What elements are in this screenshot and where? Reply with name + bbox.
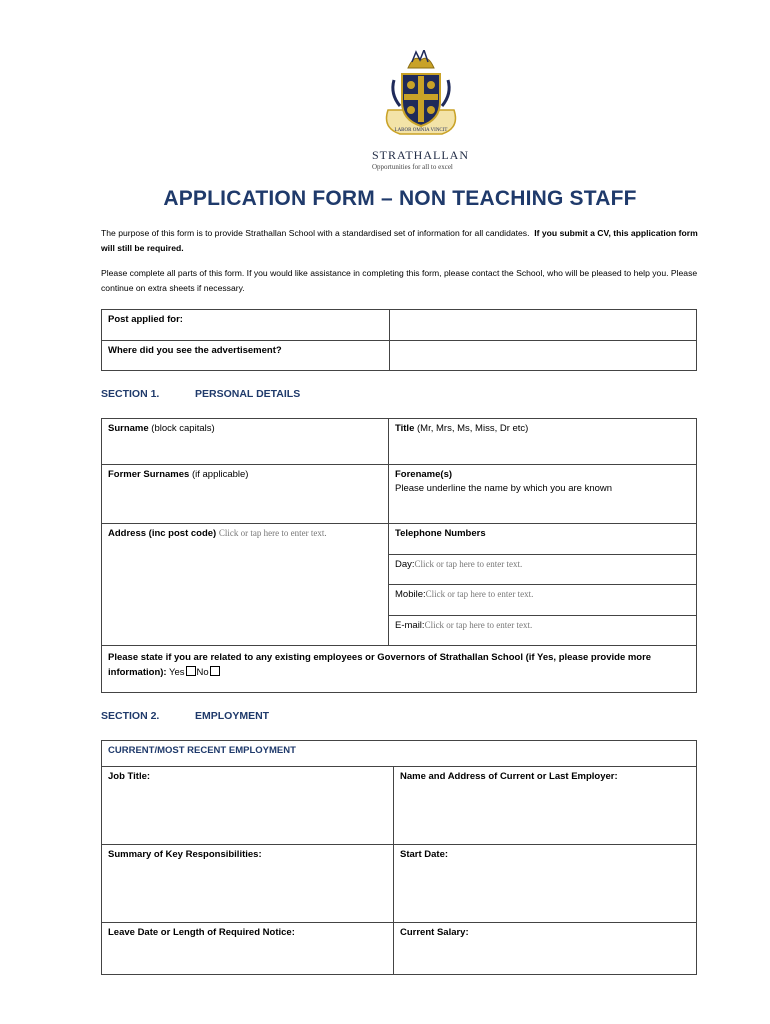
phone-mobile-field[interactable]: Mobile:Click or tap here to enter text. bbox=[389, 585, 697, 616]
post-table bbox=[101, 309, 697, 371]
leave-date-field[interactable]: Leave Date or Length of Required Notice: bbox=[102, 923, 394, 975]
employment-table bbox=[101, 740, 697, 975]
advertisement-label: Where did you see the advertisement? bbox=[102, 341, 390, 371]
school-name: STRATHALLAN bbox=[372, 148, 469, 162]
intro-paragraph-1: The purpose of this form is to provide Strathallan School with a standardised set of information for all candidates. If you submit a CV, this application form will still be required. bbox=[101, 228, 698, 253]
phone-day-field[interactable]: Day:Click or tap here to enter text. bbox=[389, 555, 697, 585]
advertisement-field[interactable] bbox=[390, 341, 697, 371]
school-tagline: Opportunities for all to excel bbox=[372, 163, 453, 171]
post-applied-label: Post applied for: bbox=[102, 310, 390, 341]
former-surnames-field[interactable]: Former Surnames (if applicable) bbox=[102, 465, 389, 524]
telephone-numbers-label: Telephone Numbers bbox=[389, 524, 697, 555]
current-employment-subheading: CURRENT/MOST RECENT EMPLOYMENT bbox=[102, 741, 697, 767]
no-checkbox[interactable] bbox=[210, 666, 220, 676]
start-date-field[interactable]: Start Date: bbox=[394, 845, 697, 923]
school-crest-logo bbox=[380, 50, 462, 142]
intro-paragraph-2: Please complete all parts of this form. If you would like assistance in completing this form, please contact the School, who will be pleased to help you. Please continue on extra sheets if necessary. bbox=[101, 268, 698, 293]
svg-text:LABOR OMNIA VINCIT: LABOR OMNIA VINCIT bbox=[394, 128, 448, 133]
current-salary-field[interactable]: Current Salary: bbox=[394, 923, 697, 975]
related-question: Please state if you are related to any existing employees or Governors of Strathallan School (if Yes, please provide more information): Yes No bbox=[102, 646, 697, 693]
responsibilities-field[interactable]: Summary of Key Responsibilities: bbox=[102, 845, 394, 923]
email-field[interactable]: E-mail:Click or tap here to enter text. bbox=[389, 616, 697, 646]
title-field[interactable]: Title (Mr, Mrs, Ms, Miss, Dr etc) bbox=[389, 419, 697, 465]
address-field[interactable]: Address (inc post code) Click or tap here to enter text. bbox=[102, 524, 389, 646]
employer-field[interactable]: Name and Address of Current or Last Employer: bbox=[394, 767, 697, 845]
job-title-field[interactable]: Job Title: bbox=[102, 767, 394, 845]
section-1-heading: SECTION 1. PERSONAL DETAILS bbox=[101, 388, 301, 400]
yes-checkbox[interactable] bbox=[186, 666, 196, 676]
surname-field[interactable]: Surname (block capitals) bbox=[102, 419, 389, 465]
personal-details-table bbox=[101, 418, 697, 693]
post-applied-field[interactable] bbox=[390, 310, 697, 341]
section-2-heading: SECTION 2. EMPLOYMENT bbox=[101, 710, 270, 722]
forename-field[interactable]: Forename(s) Please underline the name by which you are known bbox=[389, 465, 697, 524]
page-title: APPLICATION FORM – NON TEACHING STAFF bbox=[163, 187, 637, 210]
